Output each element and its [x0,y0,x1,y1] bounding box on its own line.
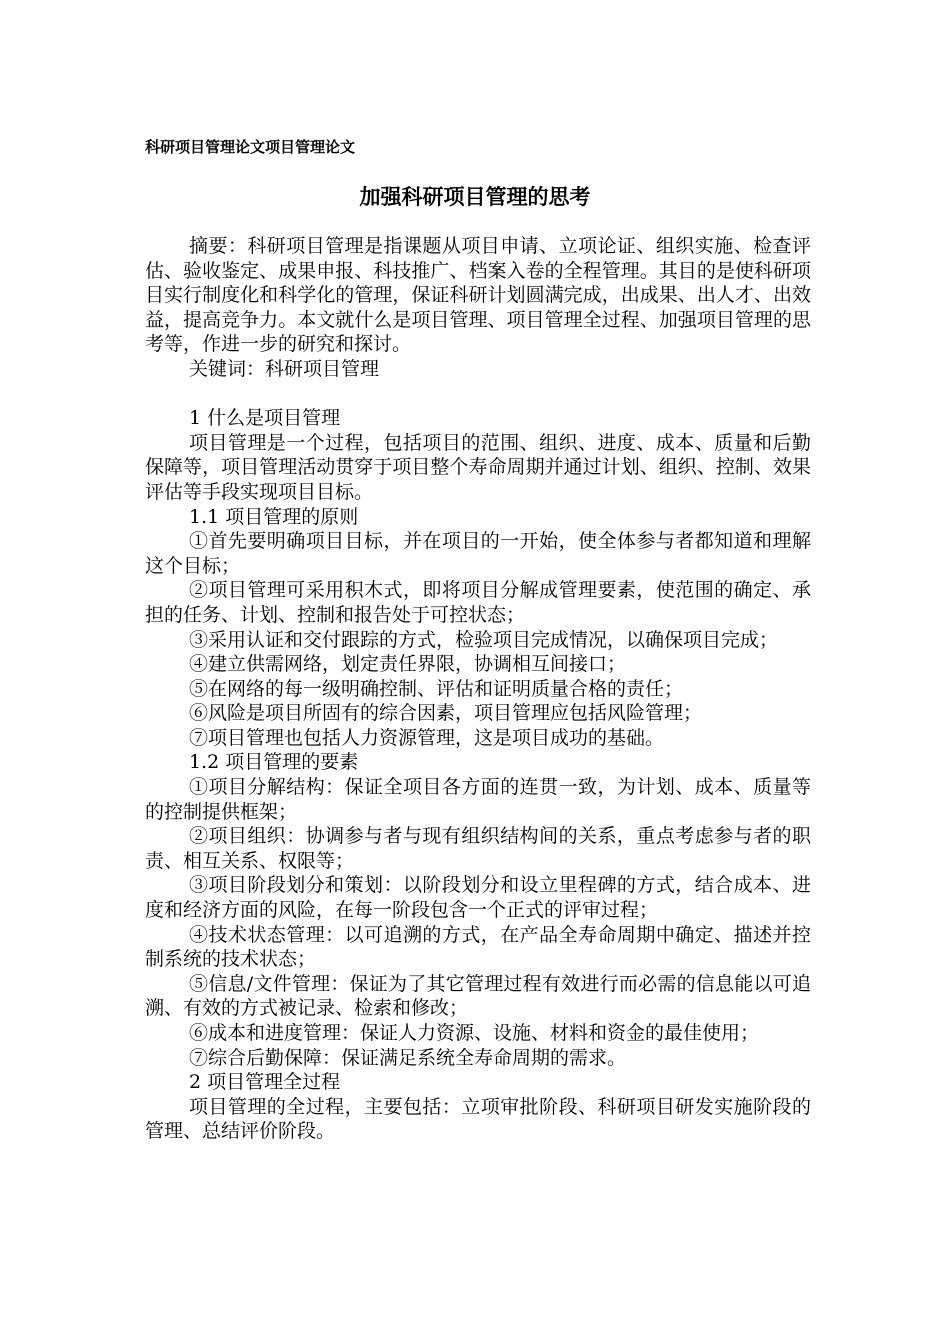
element-item: ④技术状态管理：以可追溯的方式，在产品全寿命周期中确定、描述并控制系统的技术状态； [145,923,811,971]
section-paragraph: 项目管理是一个过程，包括项目的范围、组织、进度、成本、质量和后勤保障等，项目管理活动贯穿于项目整个寿命周期并通过计划、组织、控制、效果评估等手段实现项目目标。 [145,431,811,503]
principle-item: ④建立供需网络，划定责任界限，协调相互间接口； [189,653,627,676]
element-item: ⑤信息/文件管理：保证为了其它管理过程有效进行而必需的信息能以可追溯、有效的方式被记录、检索和修改； [145,972,811,1020]
abstract-paragraph: 摘要：科研项目管理是指课题从项目申请、立项论证、组织实施、检查评估、验收鉴定、成果申报、科技推广、档案入卷的全程管理。其目的是使科研项目实行制度化和科学化的管理，保证科研计划圆满完成，出成果、出人才、出效益，提高竞争力。本文就什么是项目管理、项目管理全过程、加强项目管理的思考等，作进一步的研究和探讨。 [145,235,811,356]
document-title: 加强科研项目管理的思考 [359,185,591,209]
element-item: ②项目组织：协调参与者与现有组织结构间的关系，重点考虑参与者的职责、相互关系、权限等； [145,825,811,872]
principle-item: ⑥风险是项目所固有的综合因素，项目管理应包括风险管理； [189,702,703,725]
blank-line [145,382,811,407]
principle-item: ⑤在网络的每一级明确控制、评估和证明质量合格的责任； [189,677,684,700]
principle-item: ⑦项目管理也包括人力资源管理，这是项目成功的基础。 [189,726,665,749]
document-body [145,234,811,1144]
principle-item: ①首先要明确项目目标，并在项目的一开始，使全体参与者都知道和理解这个目标； [145,530,811,577]
element-item: ⑦综合后勤保障：保证满足系统全寿命周期的需求。 [189,1046,627,1069]
element-item: ③项目阶段划分和策划：以阶段划分和设立里程碑的方式，结合成本、进度和经济方面的风险，在每一阶段包含一个正式的评审过程； [145,874,811,922]
subsection-heading: 1.2 项目管理的要素 [189,751,359,774]
keywords-line: 关键词：科研项目管理 [189,357,380,380]
section-heading: 1 什么是项目管理 [189,407,341,430]
element-item: ⑥成本和进度管理：保证人力资源、设施、材料和资金的最佳使用； [189,1022,760,1044]
subsection-heading: 1.1 项目管理的原则 [189,505,359,528]
section-paragraph: 项目管理的全过程，主要包括：立项审批阶段、科研项目研发实施阶段的管理、总结评价阶段。 [145,1095,811,1143]
principle-item: ②项目管理可采用积木式，即将项目分解成管理要素，使范围的确定、承担的任务、计划、控制和报告处于可控状态； [145,579,811,626]
principle-item: ③采用认证和交付跟踪的方式，检验项目完成情况，以确保项目完成； [189,628,779,651]
element-item: ①项目分解结构：保证全项目各方面的连贯一致，为计划、成本、质量等的控制提供框架； [145,776,811,823]
document-header-label: 科研项目管理论文项目管理论文 [145,138,356,156]
section-heading: 2 项目管理全过程 [189,1071,341,1094]
